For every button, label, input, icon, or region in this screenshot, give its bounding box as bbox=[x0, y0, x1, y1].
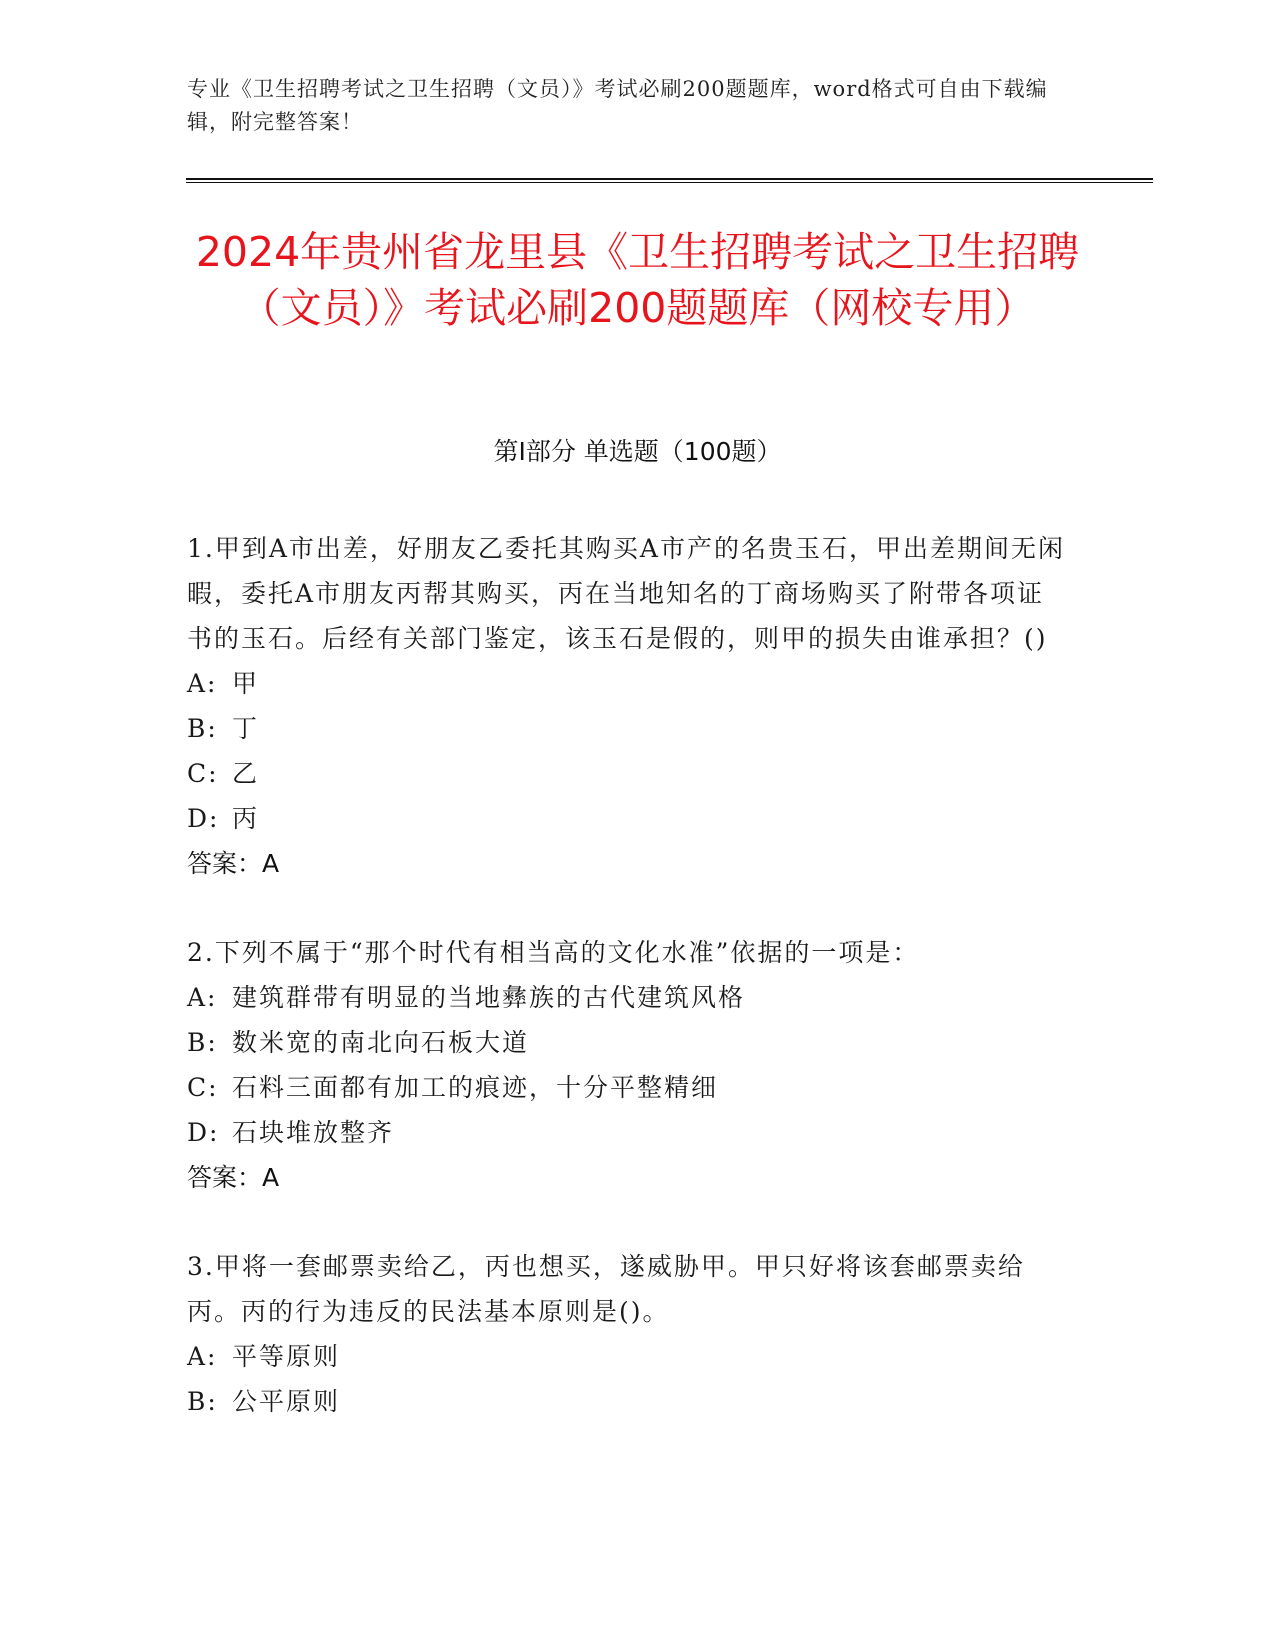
option-a bbox=[187, 661, 1067, 706]
option-d bbox=[187, 1110, 1067, 1155]
question-list bbox=[187, 526, 1067, 1468]
option-key: D: bbox=[187, 804, 220, 833]
option-key: A: bbox=[187, 983, 218, 1012]
section-heading: 第Ⅰ部分 单选题（100题） bbox=[493, 437, 782, 466]
option-key: A: bbox=[187, 669, 218, 698]
header-note: 专业《卫生招聘考试之卫生招聘（文员）》考试必刷200题题库，word格式可自由下载编辑，附完整答案！ bbox=[187, 77, 1048, 134]
question-stem: 2.下列不属于“那个时代有相当高的文化水准”依据的一项是： bbox=[187, 938, 920, 967]
option-b bbox=[187, 1379, 1067, 1424]
option-text: 平等原则 bbox=[232, 1342, 341, 1371]
option-key: A: bbox=[187, 1342, 218, 1371]
option-key: C: bbox=[187, 1073, 219, 1102]
option-text: 石块堆放整齐 bbox=[232, 1118, 395, 1147]
option-c bbox=[187, 1065, 1067, 1110]
option-text: 石料三面都有加工的痕迹，十分平整精细 bbox=[232, 1073, 719, 1102]
option-text: 丁 bbox=[232, 714, 260, 743]
question-stem: 3.甲将一套邮票卖给乙，丙也想买，遂威胁甲。甲只好将该套邮票卖给丙。丙的行为违反的民法基本原则是()。 bbox=[187, 1252, 1025, 1326]
header-divider-thick bbox=[186, 178, 1153, 180]
option-key: B: bbox=[187, 1387, 218, 1416]
option-c bbox=[187, 751, 1067, 796]
option-d bbox=[187, 796, 1067, 841]
option-text: 建筑群带有明显的当地彝族的古代建筑风格 bbox=[232, 983, 746, 1012]
option-text: 甲 bbox=[232, 669, 260, 698]
option-key: C: bbox=[187, 759, 219, 788]
option-a bbox=[187, 1334, 1067, 1379]
question-stem: 1.甲到A市出差，好朋友乙委托其购买A市产的名贵玉石，甲出差期间无闲暇，委托A市朋友丙帮其购买，丙在当地知名的丁商场购买了附带各项证书的玉石。后经有关部门鉴定，该玉石是假的，则甲的损失由谁承担？() bbox=[187, 534, 1065, 653]
question-2 bbox=[187, 930, 1067, 1200]
option-b bbox=[187, 1020, 1067, 1065]
option-a bbox=[187, 975, 1067, 1020]
option-key: B: bbox=[187, 714, 218, 743]
option-key: B: bbox=[187, 1028, 218, 1057]
option-key: D: bbox=[187, 1118, 220, 1147]
answer-line: 答案：A bbox=[187, 1163, 280, 1192]
header-divider-thin bbox=[186, 182, 1153, 183]
answer-line: 答案：A bbox=[187, 849, 280, 878]
question-3 bbox=[187, 1244, 1067, 1424]
option-text: 乙 bbox=[232, 759, 260, 788]
question-1 bbox=[187, 526, 1067, 886]
option-text: 丙 bbox=[232, 804, 260, 833]
option-text: 数米宽的南北向石板大道 bbox=[232, 1028, 530, 1057]
option-b bbox=[187, 706, 1067, 751]
option-text: 公平原则 bbox=[232, 1387, 341, 1416]
document-title: 2024年贵州省龙里县《卫生招聘考试之卫生招聘（文员）》考试必刷200题题库（网校专用） bbox=[195, 228, 1080, 332]
